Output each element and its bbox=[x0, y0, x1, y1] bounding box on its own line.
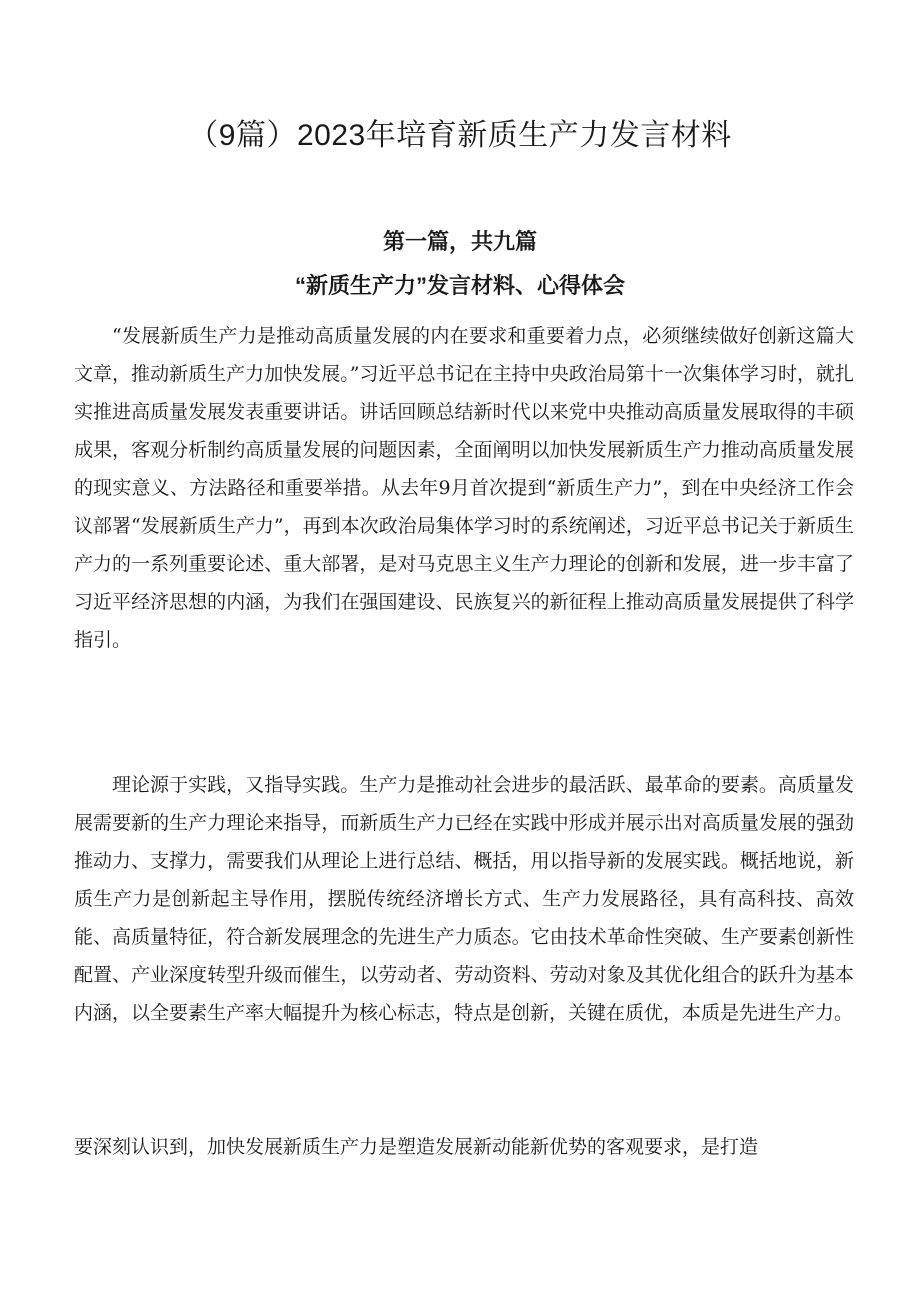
paragraph-1: “发展新质生产力是推动高质量发展的内在要求和重要着力点，必须继续做好创新这篇大文章，推动新质生产力加快发展。”习近平总书记在主持中央政治局第十一次集体学习时，就扎实推进高质量发展发表重要讲话。讲话回顾总结新时代以来党中央推动高质量发展取得的丰硕成果，客观分析制约高质量发展的问题因素，全面阐明以加快发展新质生产力推动高质量发展的现实意义、方法路径和重要举措。从去年9月首次提到“新质生产力”，到在中央经济工作会议部署“发展新质生产力”，再到本次政治局集体学习时的系统阐述，习近平总书记关于新质生产力的一系列重要论述、重大部署，是对马克思主义生产力理论的创新和发展，进一步丰富了习近平经济思想的内涵，为我们在强国建设、民族复兴的新征程上推动高质量发展提供了科学指引。 bbox=[74, 325, 854, 651]
document-title: （9篇）2023年培育新质生产力发言材料 bbox=[188, 119, 732, 152]
paragraph-2: 理论源于实践，又指导实践。生产力是推动社会进步的最活跃、最革命的要素。高质量发展需要新的生产力理论来指导，而新质生产力已经在实践中形成并展示出对高质量发展的强劲推动力、支撑力，需要我们从理论上进行总结、概括，用以指导新的发展实践。概括地说，新质生产力是创新起主导作用，摆脱传统经济增长方式、生产力发展路径，具有高科技、高效能、高质量特征，符合新发展理念的先进生产力质态。它由技术革命性突破、生产要素创新性配置、产业深度转型升级而催生，以劳动者、劳动资料、劳动对象及其优化组合的跃升为基本内涵，以全要素生产率大幅提升为核心标志，特点是创新，关键在质优，本质是先进生产力。 bbox=[74, 774, 854, 1024]
part-label: 第一篇，共九篇 bbox=[382, 229, 537, 254]
paragraph-3: 要深刻认识到，加快发展新质生产力是塑造发展新动能新优势的客观要求，是打造 bbox=[74, 1136, 759, 1158]
section-title: “新质生产力”发言材料、心得体会 bbox=[294, 273, 625, 298]
